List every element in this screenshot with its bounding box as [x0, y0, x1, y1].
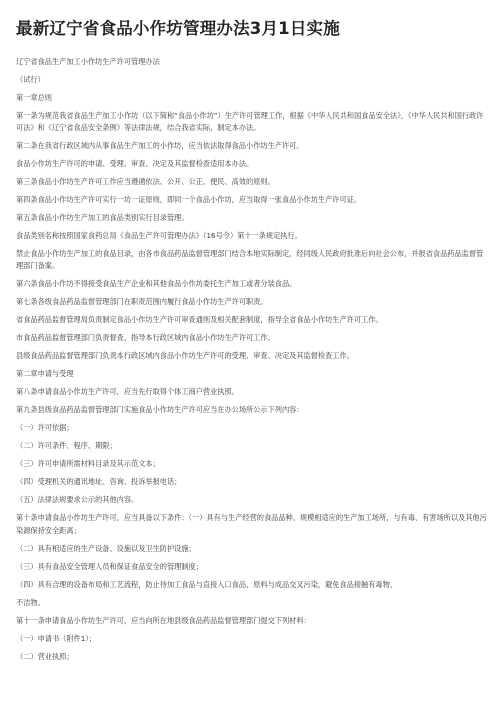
document-paragraph: 市食品药品监督管理部门负责督查、指导本行政区域内食品小作坊生产许可工作。 [16, 333, 275, 343]
list-item: （二）许可条件、程序、期限； [16, 441, 117, 451]
document-paragraph: 不洁物。 [16, 597, 45, 607]
document-paragraph: 第一条为规范我省食品生产加工小作坊（以下简称“食品小作坊”）生产许可管理工作，根据《中华人民共和国食品安全法》，《中华人民共和国行政许可法》和《辽宁省食品安全条例》等法律法规，结合我省实际，制定本办法。 [16, 111, 484, 133]
list-item: （二）具有相适应的生产设备、设施以及卫生防护设施； [16, 543, 196, 553]
document-paragraph: 辽宁省食品生产加工小作坊生产许可管理办法 [16, 57, 160, 66]
document-paragraph: 省食品药品监督管理局负责制定食品小作坊生产许可审查通则及相关配套制度，指导全省食品小作坊生产许可工作。 [16, 315, 383, 325]
list-item: （五）法律法规要求公示的其他内容。 [16, 495, 139, 505]
list-item: （三）具有食品安全管理人员和保证食品安全的管理制度； [16, 561, 203, 571]
document-paragraph: 第九条县级食品药品监督管理部门实施食品小作坊生产许可应当在办公场所公示下列内容： [16, 405, 304, 415]
document-paragraph: 第五条食品小作坊生产加工的食品类别实行目录管理。 [16, 213, 189, 223]
document-paragraph: 食品类别名称按照国家食药总局《食品生产许可管理办法》（16号令）第十一条规定执行。 [16, 231, 302, 241]
document-body [16, 56, 488, 663]
chapter-heading: 第二章申请与受理 [16, 369, 74, 379]
document-paragraph: （试行） [16, 75, 45, 84]
list-item: （二）营业执照； [16, 651, 74, 661]
document-paragraph: 食品小作坊生产许可的申请、受理、审查、决定及其监督检查适用本办法。 [16, 159, 254, 169]
document-paragraph: 第三条食品小作坊生产许可工作应当遵循依法、公开、公正、便民、高效的原则。 [16, 177, 275, 187]
list-item: （三）许可申请所需材料目录及其示范文本； [16, 459, 160, 469]
document-paragraph: 第四条食品小作坊生产许可实行一坊一证原则，即同一个食品小作坊，应当取得一张食品小作坊生产许可证。 [16, 195, 362, 205]
list-item: （四）具有合理的设备布局和工艺流程，防止待加工食品与直接入口食品、原料与成品交叉污染，避免食品接触有毒物、 [16, 579, 397, 589]
list-item: （四）受理机关的通讯地址、咨询、投诉举报电话； [16, 477, 182, 487]
document-paragraph: 第二条在我省行政区域内从事食品生产加工的小作坊，应当依法取得食品小作坊生产许可。 [16, 141, 304, 151]
list-item: （一）申请书（附件1）； [16, 633, 97, 643]
document-paragraph: 第八条申请食品小作坊生产许可，应当先行取得个体工商户营业执照。 [16, 387, 239, 397]
document-paragraph: 禁止食品小作坊生产加工的食品目录，由各市食品药品监督管理部门结合本地实际制定，经同级人民政府批准后向社会公布，并报省食品药品监督管理部门备案。 [16, 249, 484, 271]
document-paragraph: 第七条各级食品药品监督管理部门在职责范围内履行食品小作坊生产许可职责。 [16, 297, 268, 307]
chapter-heading: 第一章总则 [16, 93, 52, 102]
document-title: 最新辽宁省食品小作坊管理办法3月1日实施 [16, 19, 340, 38]
document-paragraph: 第六条食品小作坊不得接受食品生产企业和其他食品小作坊委托生产加工或者分装食品。 [16, 279, 297, 289]
document-paragraph: 第十一条申请食品小作坊生产许可，应当向所在地县级食品药品监督管理部门提交下列材料： [16, 615, 311, 625]
list-item: （一）许可依据； [16, 423, 74, 433]
document-paragraph: 县级食品药品监督管理部门负责本行政区域内食品小作坊生产许可的受理、审查、决定及其监督检查工作。 [16, 351, 354, 361]
document-paragraph: 第十条申请食品小作坊生产许可，应当具备以下条件：（一）具有与生产经营的食品品种、规模相适应的生产加工场所，与有毒、有害场所以及其他污染源保持安全距离； [16, 513, 487, 535]
